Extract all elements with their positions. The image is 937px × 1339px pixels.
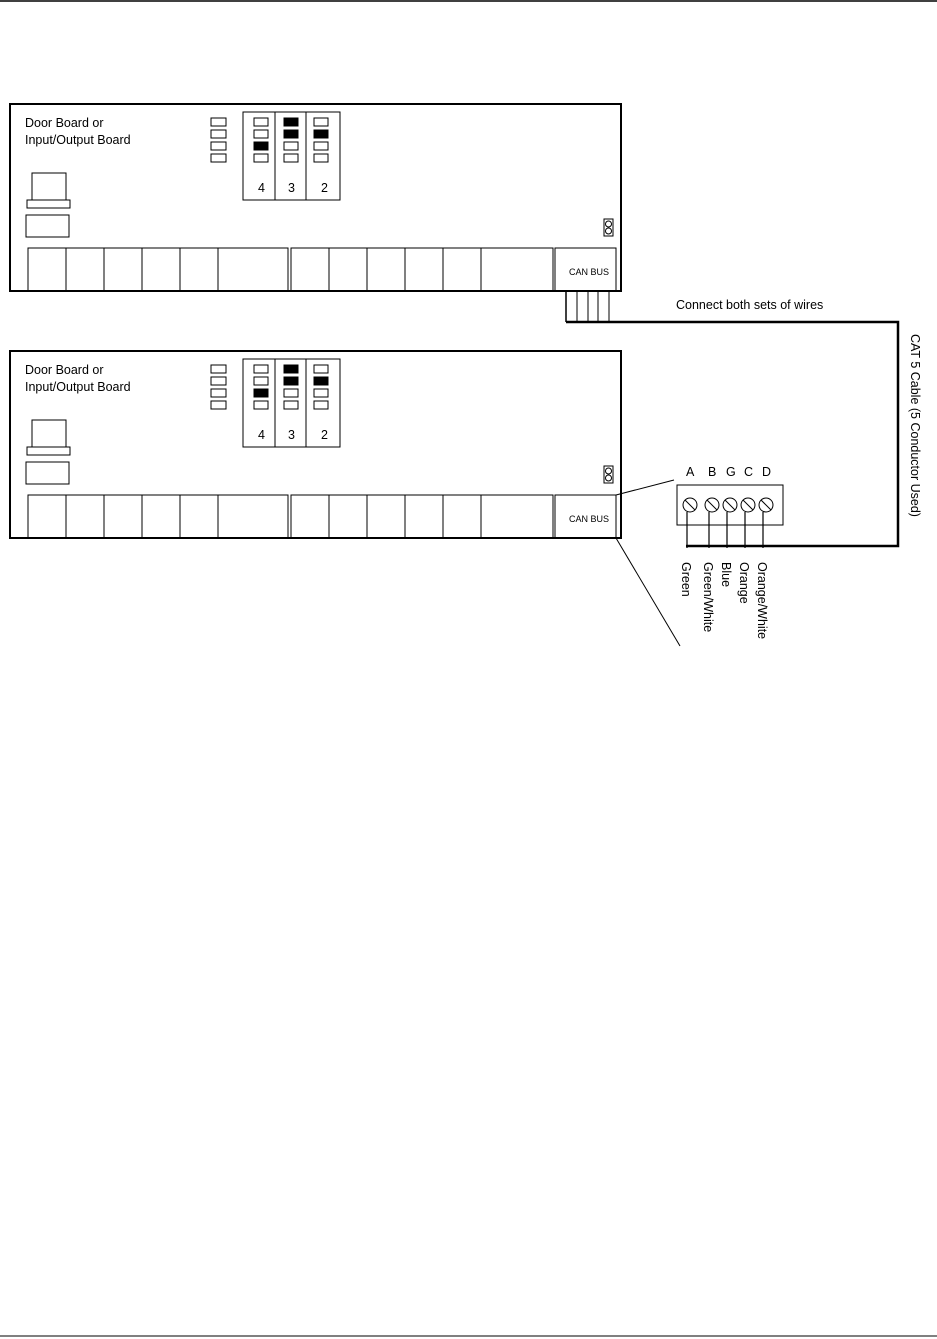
dip-bank-4-label: 4 bbox=[258, 181, 265, 195]
dip-switch-on bbox=[254, 142, 268, 150]
led bbox=[211, 365, 226, 373]
terminal-letter: A bbox=[686, 465, 695, 479]
terminal-screw-slot bbox=[707, 500, 717, 510]
board-2-rj-jack bbox=[32, 420, 66, 447]
terminal-strip bbox=[28, 495, 288, 538]
led bbox=[211, 389, 226, 397]
board-1-label-line1: Door Board or bbox=[25, 116, 104, 130]
dip-switch-on bbox=[284, 365, 298, 373]
dip-switch-on bbox=[284, 130, 298, 138]
dip-switch-on bbox=[314, 130, 328, 138]
wire-color-label: Green/White bbox=[701, 562, 715, 633]
board-2-terminal-strip-right bbox=[291, 495, 553, 538]
dip-bank-4 bbox=[254, 365, 268, 409]
dip-switch-off bbox=[314, 401, 328, 409]
board-2-dip-switches bbox=[243, 359, 340, 447]
dip-switch-off bbox=[254, 377, 268, 385]
jumper-pin bbox=[606, 468, 612, 474]
terminal-letter: B bbox=[708, 465, 717, 479]
board-1 bbox=[10, 104, 621, 291]
dip-switch-off bbox=[314, 365, 328, 373]
board-2-terminal-strip-left bbox=[28, 495, 288, 538]
dip-bank-2-label: 2 bbox=[321, 181, 328, 195]
terminal-screw-slot bbox=[685, 500, 695, 510]
wire-color-label: Green bbox=[679, 562, 693, 597]
board-2-can-bus-label: CAN BUS bbox=[569, 514, 610, 524]
board-1-leds bbox=[211, 118, 226, 162]
dip-switch-off bbox=[254, 365, 268, 373]
wire-color-label: Blue bbox=[719, 562, 733, 588]
dip-switch-off bbox=[284, 142, 298, 150]
dip-switch-off bbox=[254, 130, 268, 138]
dip-bank-2 bbox=[314, 365, 328, 409]
board-1-terminal-strip-left bbox=[28, 248, 288, 291]
dip-bank-2-label: 2 bbox=[321, 428, 328, 442]
dip-switch-off bbox=[254, 401, 268, 409]
led bbox=[211, 130, 226, 138]
callout-line-bottom bbox=[616, 538, 680, 646]
dip-bank-4-label: 4 bbox=[258, 428, 265, 442]
jumper-pin bbox=[606, 228, 612, 234]
dip-switch-on bbox=[254, 389, 268, 397]
terminal-letters bbox=[686, 465, 771, 479]
terminal-screws bbox=[683, 498, 773, 512]
board-1-rj-jack-base bbox=[27, 200, 70, 208]
dip-bank-3-label: 3 bbox=[288, 428, 295, 442]
dip-switch-on bbox=[284, 377, 298, 385]
wire-color-label: Orange/White bbox=[755, 562, 769, 640]
terminal-wires bbox=[687, 512, 763, 548]
dip-switch-off bbox=[254, 118, 268, 126]
board-1-header bbox=[26, 215, 69, 237]
board-2-label-line1: Door Board or bbox=[25, 363, 104, 377]
dip-bank-2 bbox=[314, 118, 328, 162]
dip-bank-3 bbox=[284, 118, 298, 162]
wire-color-label: Orange bbox=[737, 562, 751, 604]
board-1-can-bus-label: CAN BUS bbox=[569, 267, 610, 277]
board-1-terminal-strip-right bbox=[291, 248, 553, 291]
terminal-strip bbox=[291, 248, 553, 291]
board-2-header bbox=[26, 462, 69, 484]
board-2-label-line2: Input/Output Board bbox=[25, 380, 131, 394]
connect-note: Connect both sets of wires bbox=[676, 298, 824, 312]
led bbox=[211, 377, 226, 385]
board-2-leds bbox=[211, 365, 226, 409]
led bbox=[211, 401, 226, 409]
dip-switch-off bbox=[314, 142, 328, 150]
terminal-screw-slot bbox=[725, 500, 735, 510]
board-1-rj-jack bbox=[32, 173, 66, 200]
dip-switch-off bbox=[314, 118, 328, 126]
terminal-letter: C bbox=[744, 465, 754, 479]
terminal-screw-slot bbox=[743, 500, 753, 510]
cable-label: CAT 5 Cable (5 Conductor Used) bbox=[908, 334, 922, 517]
jumper-pin bbox=[606, 221, 612, 227]
dip-switch-off bbox=[284, 389, 298, 397]
terminal-strip bbox=[28, 248, 288, 291]
terminal-screw-slot bbox=[761, 500, 771, 510]
callout-line-top bbox=[616, 480, 674, 495]
wire-color-labels bbox=[679, 562, 769, 639]
led bbox=[211, 154, 226, 162]
led bbox=[211, 142, 226, 150]
jumper-pin bbox=[606, 475, 612, 481]
dip-switch-off bbox=[314, 154, 328, 162]
dip-switch-off bbox=[284, 154, 298, 162]
dip-bank-4 bbox=[254, 118, 268, 162]
dip-switch-off bbox=[254, 154, 268, 162]
terminal-strip bbox=[291, 495, 553, 538]
dip-switch-off bbox=[314, 389, 328, 397]
terminal-block bbox=[677, 465, 783, 639]
dip-bank-3-label: 3 bbox=[288, 181, 295, 195]
dip-switch-on bbox=[314, 377, 328, 385]
board-2-rj-jack-base bbox=[27, 447, 70, 455]
led bbox=[211, 118, 226, 126]
board-2 bbox=[10, 351, 621, 538]
board-1-dip-switches bbox=[243, 112, 340, 200]
board-1-label-line2: Input/Output Board bbox=[25, 133, 131, 147]
terminal-letter: G bbox=[726, 465, 736, 479]
dip-bank-3 bbox=[284, 365, 298, 409]
dip-switch-on bbox=[284, 118, 298, 126]
dip-switch-off bbox=[284, 401, 298, 409]
terminal-letter: D bbox=[762, 465, 772, 479]
